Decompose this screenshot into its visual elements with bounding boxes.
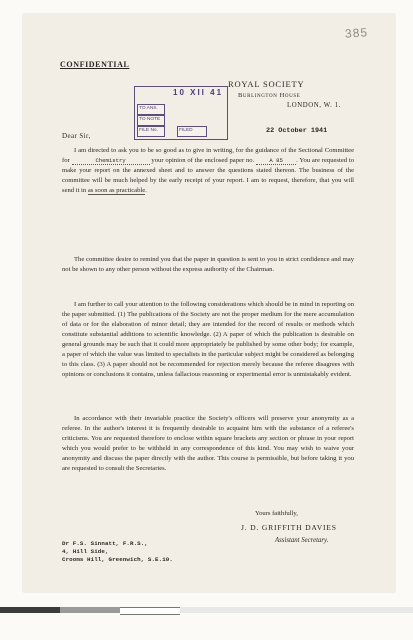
asap-phrase: as soon as practicable <box>87 187 146 194</box>
p1-text-b: your opinion of the enclosed paper no. <box>151 157 255 164</box>
page-number: 385 <box>344 25 369 41</box>
classification-label: CONFIDENTIAL <box>60 60 130 69</box>
letter-date: 22 October 1941 <box>266 127 328 135</box>
stamp-box-file-no: FILE No. <box>137 126 165 137</box>
recipient-line-1: Dr F.S. Sinnatt, F.R.S., <box>62 540 148 547</box>
paragraph-4: In accordance with their invariable practice the Society's officers will preserve your anonymity as a referee. In the author's interest it is frequently desirable to acquaint him with the substance of a referee's criticisms. You are requested therefore to enclose within square brackets any section or phrase in your report which you would prefer to be withheld in any correspondence of this kind. You may wish to waive your anonymity and discuss the paper directly with the author. This course is permissible, but before taking it you are requested to consult the Secretaries. <box>62 415 354 472</box>
p1-text-c: . You are requested to make your report on the annexed sheet and to answer the questions stated thereon. The business of the committee will be much helped by the early receipt of your report. I am to request, therefore, that you will send it in <box>62 157 355 194</box>
paragraph-1 <box>62 146 354 196</box>
p1-end: . <box>145 187 147 194</box>
committee-field: Chemistry <box>72 157 150 165</box>
paragraph-3: I am further to call your attention to the following considerations which should be in mind in reporting on the paper submitted. (1) The publications of the Society are not the proper medium for the mere accumulation of data or for the elaboration of minor detail; they are intended for the record of results or methods which constitute substantial additions to scientific knowledge. (2) A paper of which the publication is desirable on general grounds may be such that it could more appropriately be published by some other body; for example, a paper of which the value was limited to specialists in the particular subject might be considered as belonging to this class. (3) A paper should not be recommended for rejection merely because the referee disagrees with opinions or conclusions it contains, unless fallacious reasoning or experimental error is unmistakably evident. <box>62 301 354 378</box>
society-city: LONDON, W. 1. <box>287 102 342 109</box>
scale-segment <box>180 607 413 613</box>
society-address: Burlington House <box>238 92 301 99</box>
p1-text-a: I am directed to ask you to be so good as to give in writing, for the guidance of the Sectional Committee for <box>62 147 354 164</box>
stamp-box-to-note: TO NOTE <box>137 115 165 126</box>
stamp-box-to-ans: TO ANS. <box>137 104 165 115</box>
society-name: ROYAL SOCIETY <box>228 79 305 89</box>
recipient-line-3: Crooms Hill, Greenwich, S.E.10. <box>62 556 173 563</box>
paper-number-field: A 85 <box>256 157 296 165</box>
scale-segment <box>60 607 120 613</box>
signer-title: Assistant Secretary. <box>275 537 329 544</box>
paragraph-2: The committee desire to remind you that the paper in question is sent to you in strict confidence and may not be shown to any other person without the express authority of the Chairman. <box>62 256 354 273</box>
signer-name: J. D. GRIFFITH DAVIES <box>241 523 337 532</box>
recipient-line-2: 4, Hill Side, <box>62 548 109 555</box>
scale-segment <box>0 607 60 613</box>
stamp-box-filed: FILED <box>177 126 207 137</box>
salutation: Dear Sir, <box>62 132 91 140</box>
scan-scale-bar <box>0 607 413 619</box>
received-stamp <box>134 86 228 140</box>
scale-segment <box>120 607 180 615</box>
stamp-date: 10 XII 41 <box>173 88 224 97</box>
closing: Yours faithfully, <box>255 510 298 517</box>
